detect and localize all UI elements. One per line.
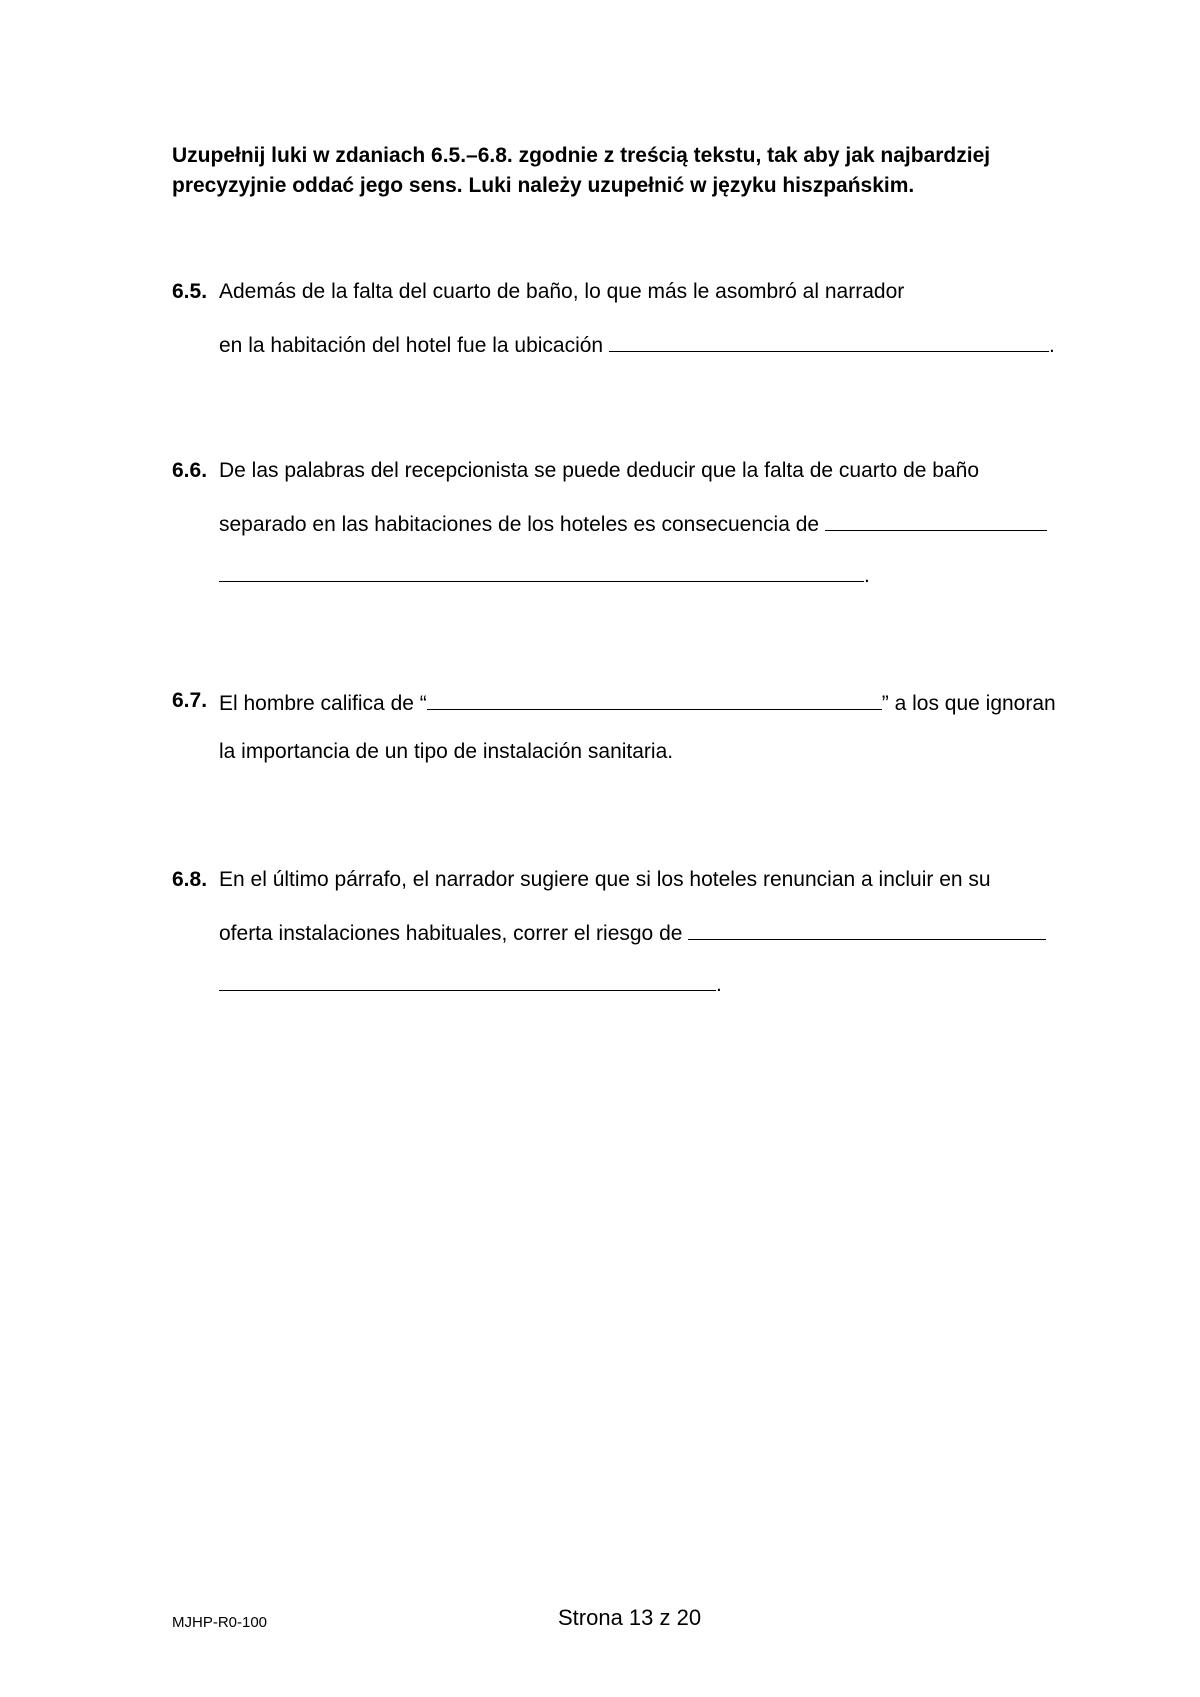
task-6-5 bbox=[172, 279, 1092, 381]
answer-blank[interactable] bbox=[427, 688, 882, 710]
sentence-end: . bbox=[864, 564, 870, 587]
task-text-line-1-start: El hombre califica de “ bbox=[219, 692, 427, 715]
task-text-line-2: la importancia de un tipo de instalación sanitaria. bbox=[219, 740, 674, 763]
task-text-line-2: en la habitación del hotel fue la ubicación bbox=[219, 334, 604, 357]
page-number: Strona 13 z 20 bbox=[558, 1605, 702, 1630]
instruction-line-2: precyzyjnie oddać jego sens. Luki należy uzupełnić w języku hiszpańskim. bbox=[172, 174, 915, 197]
task-6-7 bbox=[172, 688, 1092, 790]
instruction-line-1: Uzupełnij luki w zdaniach 6.5.–6.8. zgodnie z treścią tekstu, tak aby jak najbardziej bbox=[172, 144, 991, 167]
exam-code: MJHP-R0-100 bbox=[172, 1614, 268, 1631]
task-6-6 bbox=[172, 458, 1092, 611]
task-6-8 bbox=[172, 867, 1092, 1020]
task-text-line-1: En el último párrafo, el narrador sugiere que si los hoteles renuncian a incluir en su bbox=[219, 868, 991, 891]
task-text-line-1: Además de la falta del cuarto de baño, lo que más le asombró al narrador bbox=[219, 280, 905, 303]
task-text-line-1: De las palabras del recepcionista se puede deducir que la falta de cuarto de baño bbox=[219, 459, 980, 482]
answer-blank[interactable] bbox=[688, 918, 1046, 940]
answer-blank-continued[interactable] bbox=[219, 969, 716, 991]
task-number: 6.6. bbox=[172, 459, 208, 482]
answer-blank[interactable] bbox=[825, 509, 1047, 531]
answer-blank[interactable] bbox=[609, 330, 1049, 352]
sentence-end: . bbox=[1048, 334, 1055, 357]
task-instruction bbox=[172, 141, 1092, 201]
sentence-end: . bbox=[716, 973, 722, 996]
task-number: 6.8. bbox=[172, 868, 208, 891]
task-text-line-1-end: ” a los que ignoran bbox=[881, 692, 1056, 715]
task-number: 6.7. bbox=[172, 689, 208, 712]
task-number: 6.5. bbox=[172, 280, 208, 303]
task-text-line-2: separado en las habitaciones de los hoteles es consecuencia de bbox=[219, 513, 820, 536]
task-text-line-2: oferta instalaciones habituales, correr el riesgo de bbox=[219, 922, 683, 945]
answer-blank-continued[interactable] bbox=[219, 560, 864, 582]
